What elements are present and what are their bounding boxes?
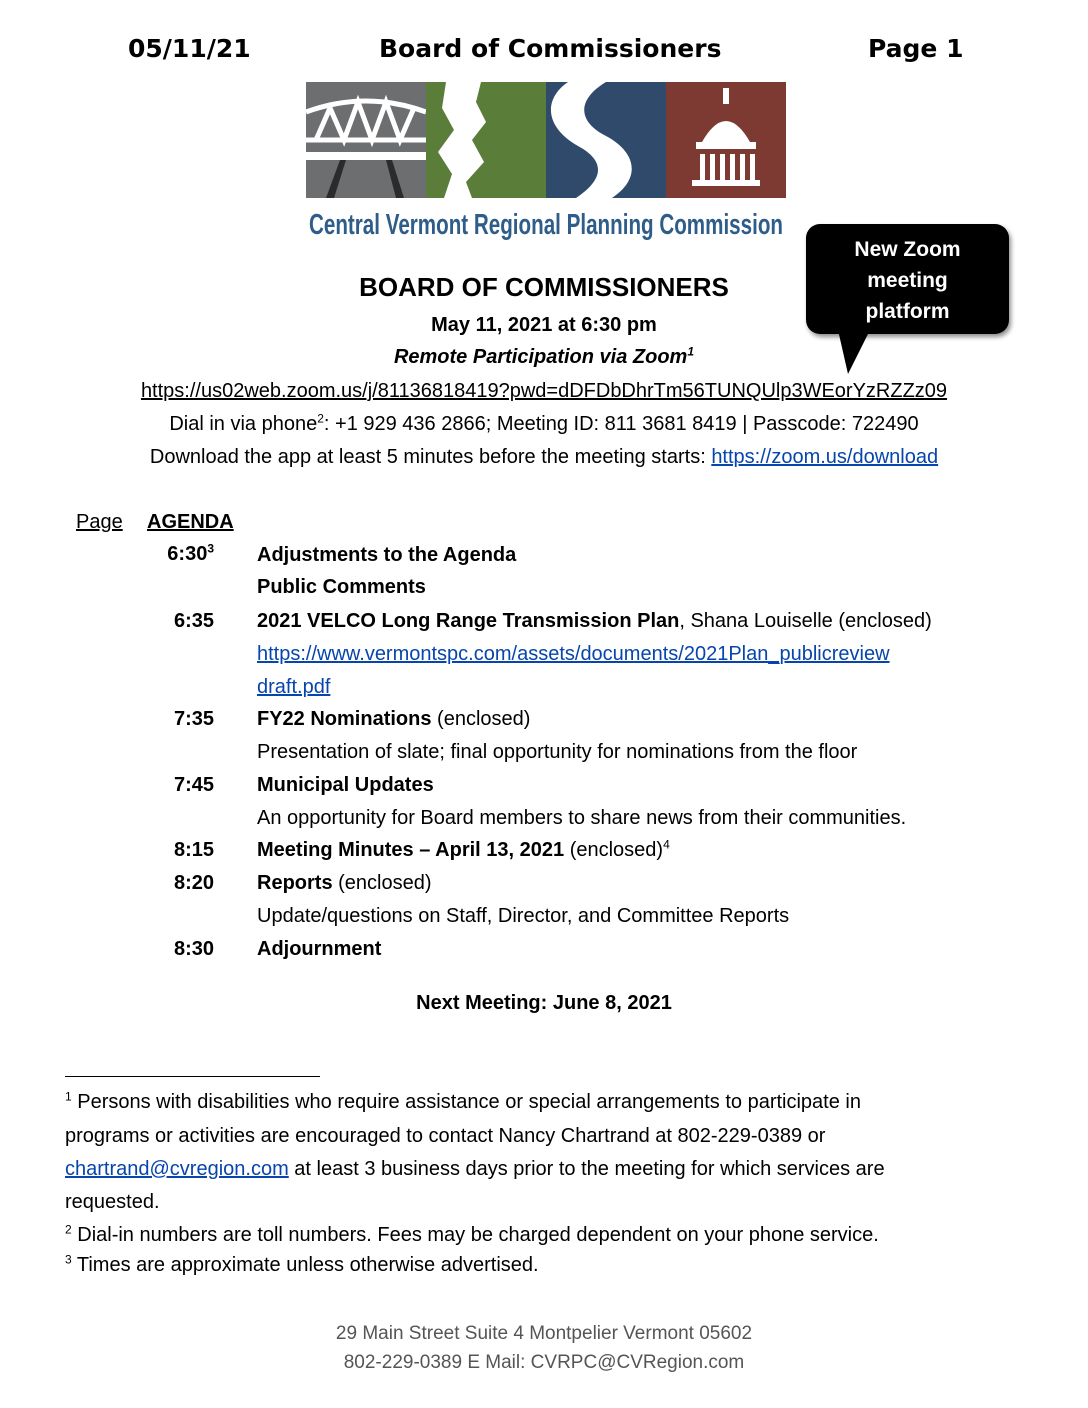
footnote-1-line-3: chartrand@cvregion.com at least 3 business days prior to the meeting for which services are: [65, 1158, 885, 1180]
meeting-datetime: May 11, 2021 at 6:30 pm: [431, 314, 657, 336]
footer-contact: 802-229-0389 E Mail: CVRPC@CVRegion.com: [343, 1352, 745, 1373]
agenda-item-title: Meeting Minutes – April 13, 2021: [257, 839, 565, 861]
footnote-1-line-4: requested.: [65, 1191, 160, 1213]
agenda-item-detail: An opportunity for Board members to share news from their communities.: [257, 807, 907, 829]
agenda-page-column-label: Page: [76, 511, 123, 533]
velco-plan-link-continued[interactable]: draft.pdf: [257, 676, 331, 698]
agenda-item-title: Reports: [257, 872, 333, 894]
header-title: Board of Commissioners: [379, 34, 722, 63]
agenda-time: 7:45: [173, 774, 214, 796]
callout-line-1: New Zoom: [854, 238, 961, 261]
footnote-2: $^2$ Dial-in numbers are toll numbers. Fees may be charged dependent on your phone service.: [65, 1222, 879, 1246]
agenda-item-suffix: , Shana Louiselle (enclosed): [679, 610, 932, 632]
agenda-time: 8:15: [173, 839, 214, 861]
agenda-time: 8:20: [173, 872, 214, 894]
agenda-item-title: Adjustments to the Agenda: [257, 544, 517, 566]
dial-in-details: : +1 929 436 2866; Meeting ID: 811 3681 8419 | Passcode: 722490: [323, 413, 919, 435]
agenda-item-suffix: (enclosed): [332, 872, 432, 894]
agenda-item: [257, 610, 932, 633]
agenda-time: 7:35: [173, 708, 214, 730]
footnote-ref-2: 2: [317, 411, 324, 426]
agenda-item-title: Municipal Updates: [257, 774, 434, 796]
velco-plan-link-line-2: [257, 676, 330, 699]
agenda-heading: AGENDA: [147, 511, 234, 533]
zoom-download-link[interactable]: https://zoom.us/download: [711, 446, 939, 468]
download-text: Download the app at least 5 minutes before the meeting starts:: [149, 446, 712, 468]
footnote-3: $^3$ Times are approximate unless otherwise advertised.: [65, 1252, 539, 1276]
agenda-item-title: FY22 Nominations: [257, 708, 432, 730]
logo-org-name: Central Vermont Regional Planning Commission: [309, 209, 783, 241]
agenda-item: [257, 708, 530, 731]
download-line: [0, 446, 1088, 469]
logo-graphic: [306, 82, 786, 242]
callout-line-3: platform: [865, 300, 950, 323]
remote-participation-text: Remote Participation via Zoom: [393, 346, 688, 368]
dial-in-prefix: Dial in via phone: [169, 413, 318, 435]
footnote-1-line-1: $^1$ Persons with disabilities who require assistance or special arrangements to participate in: [65, 1089, 861, 1113]
header-page-number: Page 1: [868, 34, 964, 63]
meeting-heading: BOARD OF COMMISSIONERS: [359, 272, 729, 302]
dial-in-line: [0, 413, 1088, 436]
agenda-item-title: 2021 VELCO Long Range Transmission Plan: [257, 610, 680, 632]
agenda-item-title: Public Comments: [257, 576, 426, 598]
cvrpc-logo: [306, 82, 786, 242]
agenda-time: 6:35: [173, 610, 214, 632]
chartrand-email-link[interactable]: chartrand@cvregion.com: [65, 1158, 289, 1180]
footnote-divider: [65, 1076, 320, 1077]
zoom-url-line: [0, 380, 1088, 403]
remote-participation: [0, 346, 1088, 369]
agenda-item-suffix: (enclosed): [564, 839, 664, 861]
agenda-item-title: Adjournment: [257, 938, 382, 960]
footnote-ref-1: 1: [687, 344, 695, 359]
velco-plan-link-line-1: [257, 643, 890, 666]
agenda-time: $6:30^3$: [167, 541, 214, 565]
agenda-item-suffix: (enclosed): [431, 708, 531, 730]
footnote-ref-4: 4: [663, 837, 670, 852]
velco-plan-link[interactable]: https://www.vermontspc.com/assets/documents/2021Plan_publicreview: [257, 643, 890, 665]
footnote-1-line-2: programs or activities are encouraged to contact Nancy Chartrand at 802-229-0389 or: [65, 1125, 826, 1147]
agenda-item: [257, 872, 432, 895]
agenda-time: 8:30: [173, 938, 214, 960]
zoom-meeting-link[interactable]: https://us02web.zoom.us/j/81136818419?pwd=dDFDbDhrTm56TUNQUlp3WEorYzRZZz09: [140, 380, 948, 402]
header-date: 05/11/21: [128, 34, 251, 63]
agenda-item-detail: Presentation of slate; final opportunity for nominations from the floor: [257, 741, 858, 763]
agenda-item: [257, 839, 670, 862]
agenda-item-detail: Update/questions on Staff, Director, and Committee Reports: [257, 905, 790, 927]
footer-address: 29 Main Street Suite 4 Montpelier Vermont 05602: [335, 1323, 753, 1344]
next-meeting: Next Meeting: June 8, 2021: [416, 992, 672, 1014]
callout-line-2: meeting: [867, 269, 948, 292]
